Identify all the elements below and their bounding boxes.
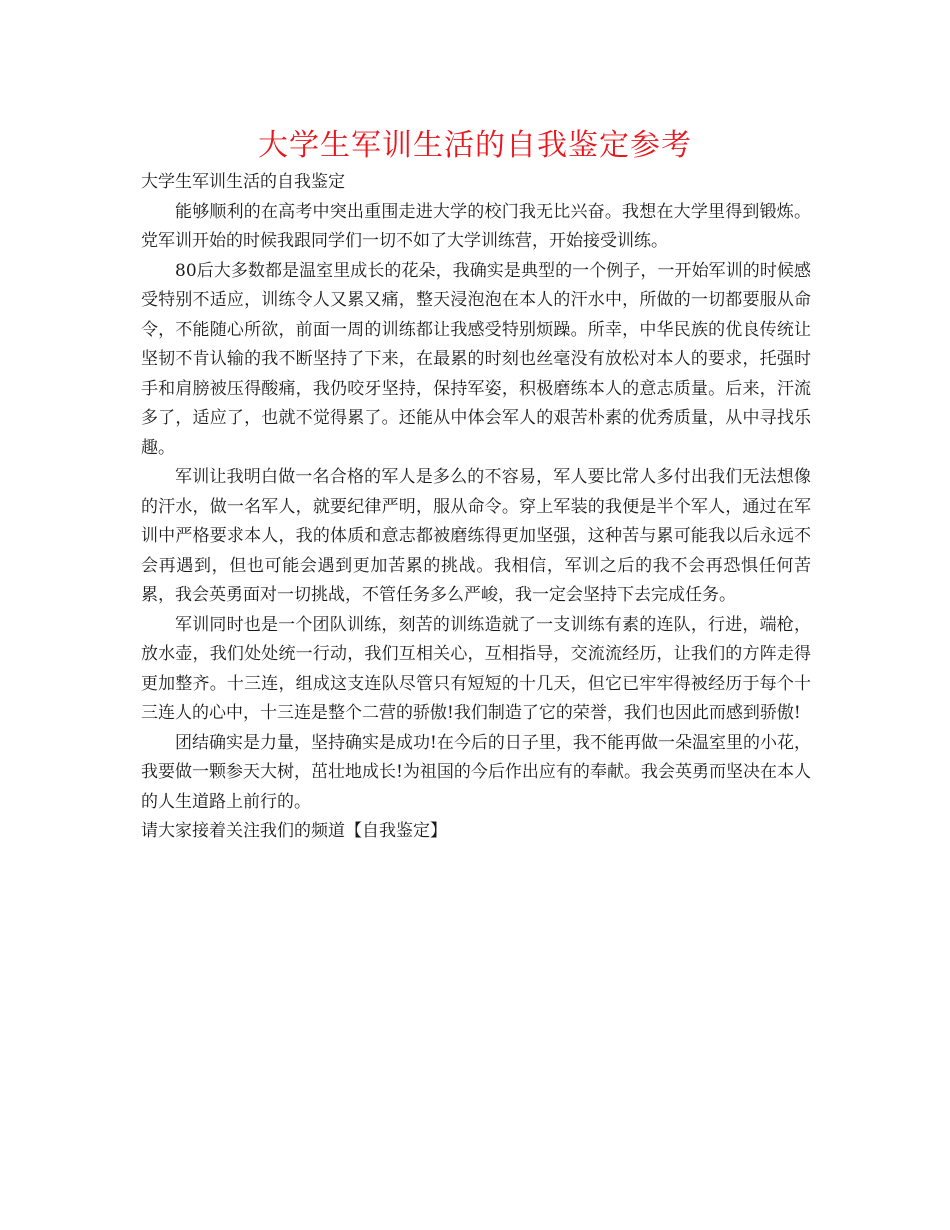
paragraph-2: 80后大多数都是温室里成长的花朵，我确实是典型的一个例子，一开始军训的时候感受特别不适应，训练令人又累又痛，整天浸泡泡在本人的汗水中，所做的一切都要服从命令，不能随心所欲，前面一周的训练都让我感受特别烦躁。所幸，中华民族的优良传统让坚韧不肯认输的我不断坚持了下来，在最累的时刻也丝毫没有放松对本人的要求，托强时手和肩膀被压得酸痛，我仍咬牙坚持，保持军姿，积极磨练本人的意志质量。后来，汗流多了，适应了，也就不觉得累了。还能从中体会军人的艰苦朴素的优秀质量，从中寻找乐趣。	[141, 260, 811, 458]
document-title: 大学生军训生活的自我鉴定参考	[258, 128, 692, 163]
paragraph-4: 军训同时也是一个团队训练，刻苦的训练造就了一支训练有素的连队，行进，端枪，放水壶，我们处处统一行动，我们互相关心，互相指导，交流流经历，让我们的方阵走得更加整齐。十三连，组成这支连队尽管只有短短的十几天，但它已牢牢得被经历于每个十三连人的心中，十三连是整个二营的骄傲!我们制造了它的荣誉，我们也因此而感到骄傲!	[141, 614, 811, 723]
document-subtitle: 大学生军训生活的自我鉴定	[141, 172, 345, 192]
paragraph-5: 团结确实是力量，坚持确实是成功!在今后的日子里，我不能再做一朵温室里的小花，我要做一颗参天大树，茁壮地成长!为祖国的今后作出应有的奉献。我会英勇而坚决在本人的人生道路上前行的。	[141, 732, 811, 812]
document-body	[141, 168, 811, 847]
paragraph-3: 军训让我明白做一名合格的军人是多么的不容易，军人要比常人多付出我们无法想像的汗水，做一名军人，就要纪律严明，服从命令。穿上军装的我便是半个军人，通过在军训中严格要求本人，我的体质和意志都被磨练得更加坚强，这种苦与累可能我以后永远不会再遇到，但也可能会遇到更加苦累的挑战。我相信，军训之后的我不会再恐惧任何苦累，我会英勇面对一切挑战，不管任务多么严峻，我一定会坚持下去完成任务。	[141, 467, 811, 605]
paragraph-1: 能够顺利的在高考中突出重围走进大学的校门我无比兴奋。我想在大学里得到锻炼。党军训开始的时候我跟同学们一切不如了大学训练营，开始接受训练。	[141, 201, 811, 251]
footer-note: 请大家接着关注我们的频道【自我鉴定】	[141, 821, 447, 841]
